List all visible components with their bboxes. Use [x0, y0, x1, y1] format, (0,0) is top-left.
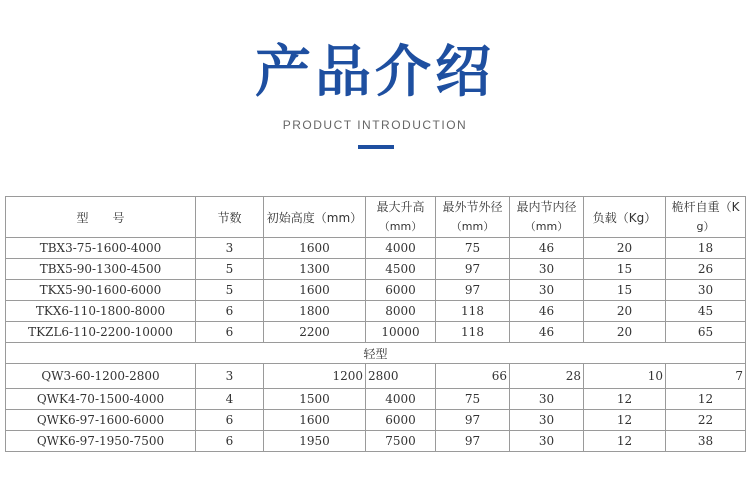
table-row: [6, 389, 746, 410]
table-row: [6, 259, 746, 280]
cell-outer: 75: [436, 238, 510, 259]
table-header-row: [6, 197, 746, 238]
cell-sections: 6: [196, 431, 264, 452]
section-label-light: 轻型: [6, 343, 746, 364]
cell-sections: 6: [196, 410, 264, 431]
header-max-height-line1: 最大升高: [376, 200, 425, 214]
header-outer-diameter: [436, 197, 510, 238]
cell-outer: 118: [436, 301, 510, 322]
cell-outer: 97: [436, 431, 510, 452]
cell-model: QWK6-97-1950-7500: [6, 431, 196, 452]
cell-load: 12: [584, 410, 666, 431]
cell-model: TKX6-110-1800-8000: [6, 301, 196, 322]
cell-model: TKZL6-110-2200-10000: [6, 322, 196, 343]
cell-model: TBX5-90-1300-4500: [6, 259, 196, 280]
cell-load: 10: [584, 364, 666, 389]
header-weight: [666, 197, 746, 238]
cell-load: 15: [584, 259, 666, 280]
cell-model: TBX3-75-1600-4000: [6, 238, 196, 259]
cell-weight: 26: [666, 259, 746, 280]
cell-max: 4000: [366, 389, 436, 410]
cell-outer: 97: [436, 259, 510, 280]
table-row: [6, 280, 746, 301]
cell-inner: 30: [510, 410, 584, 431]
cell-inner: 46: [510, 322, 584, 343]
cell-outer: 75: [436, 389, 510, 410]
cell-weight: 45: [666, 301, 746, 322]
cell-initial: 1600: [264, 410, 366, 431]
cell-initial: 1200: [264, 364, 366, 389]
cell-max: 2800: [366, 364, 436, 389]
page-subtitle: PRODUCT INTRODUCTION: [282, 118, 468, 132]
cell-max: 6000: [366, 280, 436, 301]
cell-max: 7500: [366, 431, 436, 452]
cell-sections: 6: [196, 301, 264, 322]
header-outer-diameter-line2: （mm）: [450, 220, 495, 233]
cell-initial: 1500: [264, 389, 366, 410]
cell-outer: 66: [436, 364, 510, 389]
header-initial-height: 初始高度（mm）: [264, 197, 366, 238]
header-sections: 节数: [196, 197, 264, 238]
cell-initial: 1600: [264, 280, 366, 301]
cell-inner: 30: [510, 431, 584, 452]
cell-sections: 3: [196, 238, 264, 259]
cell-load: 12: [584, 431, 666, 452]
table-row: [6, 431, 746, 452]
header-max-height: [366, 197, 436, 238]
cell-weight: 22: [666, 410, 746, 431]
cell-inner: 30: [510, 389, 584, 410]
header-inner-diameter-line1: 最内节内径: [516, 200, 577, 214]
cell-outer: 118: [436, 322, 510, 343]
cell-weight: 7: [666, 364, 746, 389]
cell-initial: 1800: [264, 301, 366, 322]
table-row: [6, 364, 746, 389]
header-outer-diameter-line1: 最外节外径: [442, 200, 503, 214]
cell-load: 12: [584, 389, 666, 410]
header-load: 负载（Kg）: [584, 197, 666, 238]
cell-weight: 30: [666, 280, 746, 301]
cell-load: 15: [584, 280, 666, 301]
cell-max: 4000: [366, 238, 436, 259]
cell-model: TKX5-90-1600-6000: [6, 280, 196, 301]
cell-outer: 97: [436, 410, 510, 431]
cell-load: 20: [584, 322, 666, 343]
cell-weight: 38: [666, 431, 746, 452]
cell-inner: 30: [510, 259, 584, 280]
cell-max: 6000: [366, 410, 436, 431]
cell-max: 4500: [366, 259, 436, 280]
table-row: [6, 322, 746, 343]
table-row: [6, 301, 746, 322]
header-weight-line2: g）: [696, 220, 715, 233]
cell-load: 20: [584, 238, 666, 259]
header-inner-diameter-line2: （mm）: [524, 220, 569, 233]
header-weight-line1: 桅杆自重（K: [671, 200, 740, 214]
cell-initial: 2200: [264, 322, 366, 343]
cell-weight: 12: [666, 389, 746, 410]
cell-initial: 1600: [264, 238, 366, 259]
cell-sections: 5: [196, 280, 264, 301]
cell-initial: 1950: [264, 431, 366, 452]
cell-sections: 4: [196, 389, 264, 410]
cell-inner: 46: [510, 238, 584, 259]
table-row: [6, 410, 746, 431]
cell-outer: 97: [436, 280, 510, 301]
cell-model: QW3-60-1200-2800: [6, 364, 196, 389]
cell-sections: 3: [196, 364, 264, 389]
table-row: [6, 238, 746, 259]
spec-table: [5, 196, 746, 452]
cell-initial: 1300: [264, 259, 366, 280]
cell-load: 20: [584, 301, 666, 322]
cell-inner: 28: [510, 364, 584, 389]
header-model: 型 号: [6, 197, 196, 238]
header-inner-diameter: [510, 197, 584, 238]
header-max-height-line2: （mm）: [378, 220, 423, 233]
cell-sections: 5: [196, 259, 264, 280]
cell-inner: 30: [510, 280, 584, 301]
cell-weight: 18: [666, 238, 746, 259]
cell-sections: 6: [196, 322, 264, 343]
section-row: [6, 343, 746, 364]
cell-max: 8000: [366, 301, 436, 322]
cell-model: QWK6-97-1600-6000: [6, 410, 196, 431]
title-underline: [358, 145, 394, 149]
cell-inner: 46: [510, 301, 584, 322]
cell-max: 10000: [366, 322, 436, 343]
cell-model: QWK4-70-1500-4000: [6, 389, 196, 410]
page-title: 产品介绍: [255, 40, 495, 105]
cell-weight: 65: [666, 322, 746, 343]
